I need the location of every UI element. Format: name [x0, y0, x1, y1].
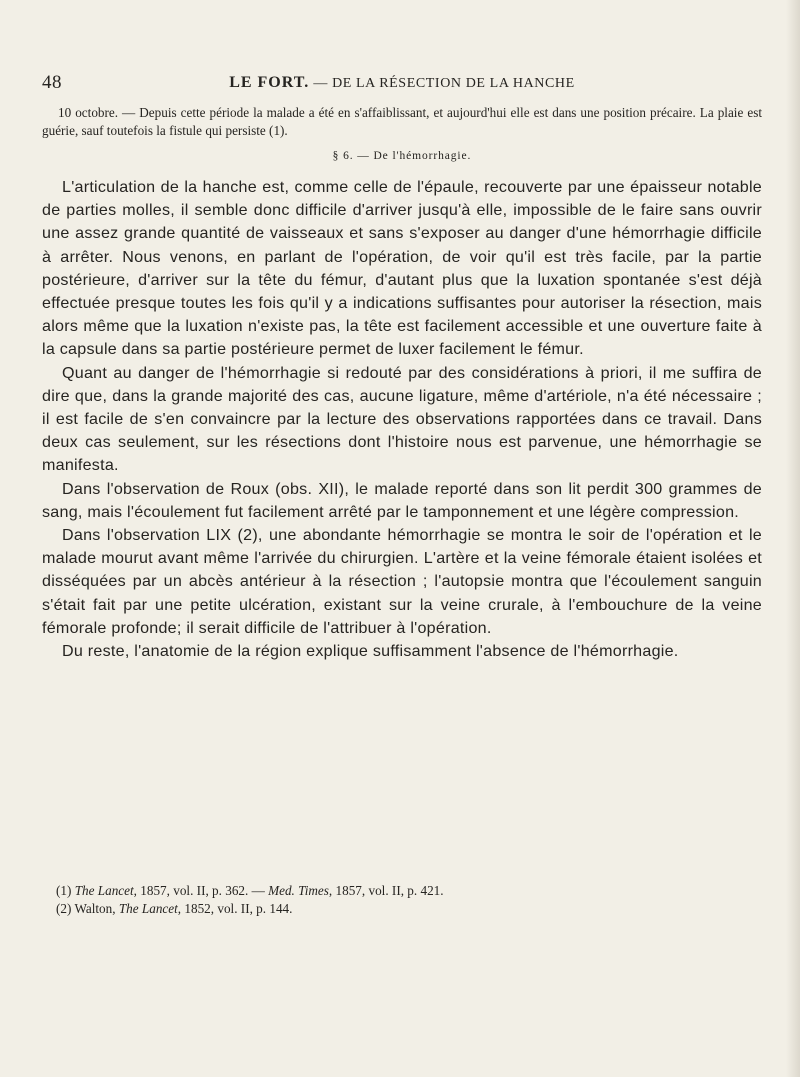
- footnote-1-source-2: Med. Times: [268, 883, 329, 898]
- footnote-2: [42, 900, 762, 918]
- footnote-2-source: The Lancet: [118, 901, 178, 916]
- running-title: [42, 74, 762, 92]
- footnote-1-marker: (1): [56, 883, 72, 898]
- main-body: [42, 176, 762, 663]
- running-chapter-title: DE LA RÉSECTION DE LA HANCHE: [332, 76, 575, 91]
- body-paragraph-5: Du reste, l'anatomie de la région explique suffisamment l'absence de l'hémorrhagie.: [62, 642, 679, 661]
- section-heading: § 6. — De l'hémorrhagie.: [332, 150, 472, 162]
- body-paragraph-1: L'articulation de la hanche est, comme celle de l'épaule, recouverte par une épaisseur notable de parties molles, il semble donc difficile d'arriver jusqu'à elle, impossible de le faire sans ouvrir une assez grande quantité de vaisseaux et sans s'exposer au danger d'une hémorrhagie difficile à arrêter. Nous venons, en parlant de l'opération, de voir qu'il est très facile, par la partie postérieure, d'arriver sur la tête du fémur, d'autant plus que la luxation spontanée s'est déjà effectuée presque toutes les fois qu'il y a indications suffisantes pour autoriser la résection, mais alors même que la luxation n'existe pas, la tête est facilement accessible et une ouverture faite à la capsule dans sa partie postérieure permet de luxer facilement le fémur.: [42, 178, 762, 359]
- page-number: 48: [42, 72, 62, 93]
- page-edge-shadow: [786, 0, 800, 1077]
- running-header: [42, 72, 762, 96]
- running-dash: —: [313, 76, 328, 91]
- footnote-1-source-1: The Lancet: [74, 883, 134, 898]
- footnote-2-ref: , 1852, vol. II, p. 144.: [177, 901, 293, 916]
- body-paragraph-4: Dans l'observation LIX (2), une abondante hémorrhagie se montra le soir de l'opération et le malade mourut avant même l'arrivée du chirurgien. L'artère et la veine fémorale étaient isolées et disséquées par un abcès antérieur à la résection ; l'autopsie montra que l'écoulement sanguin s'était fait par une petite ulcération, existant sur la veine crurale, à l'embouchure de la veine fémorale profonde; il serait difficile de l'attribuer à l'opération.: [42, 526, 762, 637]
- footnote-1-ref-2: , 1857, vol. II, p. 421.: [328, 883, 444, 898]
- intro-paragraph: 10 octobre. — Depuis cette période la malade a été en s'affaiblissant, et aujourd'hui elle est dans une position précaire. La plaie est guérie, sauf toutefois la fistule qui persiste (1).: [42, 105, 762, 138]
- footnote-2-author: Walton,: [74, 901, 119, 916]
- body-paragraph-2: Quant au danger de l'hémorrhagie si redouté par des considérations à priori, il me suffira de dire que, dans la grande majorité des cas, aucune ligature, même d'artériole, n'a été nécessaire ; il est facile de s'en convaincre par la lecture des observations rapportées dans ce travail. Dans deux cas seulement, sur les résections dont l'histoire nous est parvenue, une hémorrhagie se manifesta.: [42, 363, 762, 475]
- footnote-1: [42, 882, 762, 900]
- footnote-2-marker: (2): [56, 901, 72, 916]
- footnote-1-ref-1: , 1857, vol. II, p. 362. —: [133, 883, 269, 898]
- body-paragraph-3: Dans l'observation de Roux (obs. XII), le malade reporté dans son lit perdit 300 grammes de sang, mais l'écoulement fut facilement arrêté par le tamponnement et une légère compression.: [42, 479, 762, 521]
- footnotes: [42, 882, 762, 918]
- running-author: LE FORT.: [229, 74, 310, 91]
